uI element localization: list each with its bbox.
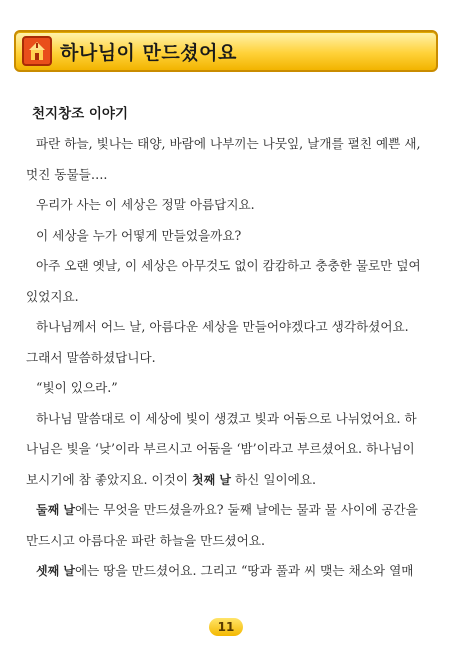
section-title: 천지창조 이야기 [32,106,128,122]
paragraph: 하나님께서 어느 날, 아름다운 세상을 만들어야겠다고 생각하셨어요. [36,319,409,334]
story-text [26,129,424,587]
paragraph-text: 하신 일이에요. [230,471,316,487]
church-icon [22,36,52,66]
paragraph: 파란 하늘, 빛나는 태양, 바람에 나부끼는 나뭇잎, 날개를 펼친 예쁜 새, 멋진 동물들…. [26,136,421,182]
paragraph: 이 세상을 누가 어떻게 만들었을까요? [36,227,242,243]
chapter-title: 하나님이 만드셨어요 [60,41,237,64]
paragraph [26,495,424,556]
paragraph-text: 하나님 말씀대로 이 세상에 빛이 생겼고 빛과 어둠으로 나뉘었어요. 하나님은 빛을 ‘낮’이라 부르시고 어둠을 ‘밤’이라고 부르셨어요. 하나님이 보시기에 참 좋았지요. 이것이 [26,410,417,487]
paragraph-text: 에는 무엇을 만드셨을까요? 둘째 날에는 물과 물 사이에 공간을 만드시고 아름다운 파란 하늘을 만드셨어요. [26,502,418,548]
paragraph: 아주 오랜 옛날, 이 세상은 아무것도 없이 캄캄하고 충충한 물로만 덮여 있었지요. [26,258,421,304]
day-label: 첫째 날 [192,472,231,487]
paragraph: “빛이 있으라.” [36,380,118,395]
page-number: 11 [209,618,243,636]
day-label: 셋째 날 [36,564,75,578]
paragraph: 그래서 말씀하셨답니다. [26,349,156,365]
chapter-header [14,30,438,72]
day-label: 둘째 날 [36,503,75,517]
paragraph [26,404,424,496]
paragraph-text: 에는 땅을 만드셨어요. 그리고 “땅과 풀과 씨 맺는 채소와 열매 [74,563,414,578]
paragraph [26,556,424,587]
paragraph: 우리가 사는 이 세상은 정말 아름답지요. [36,197,255,212]
